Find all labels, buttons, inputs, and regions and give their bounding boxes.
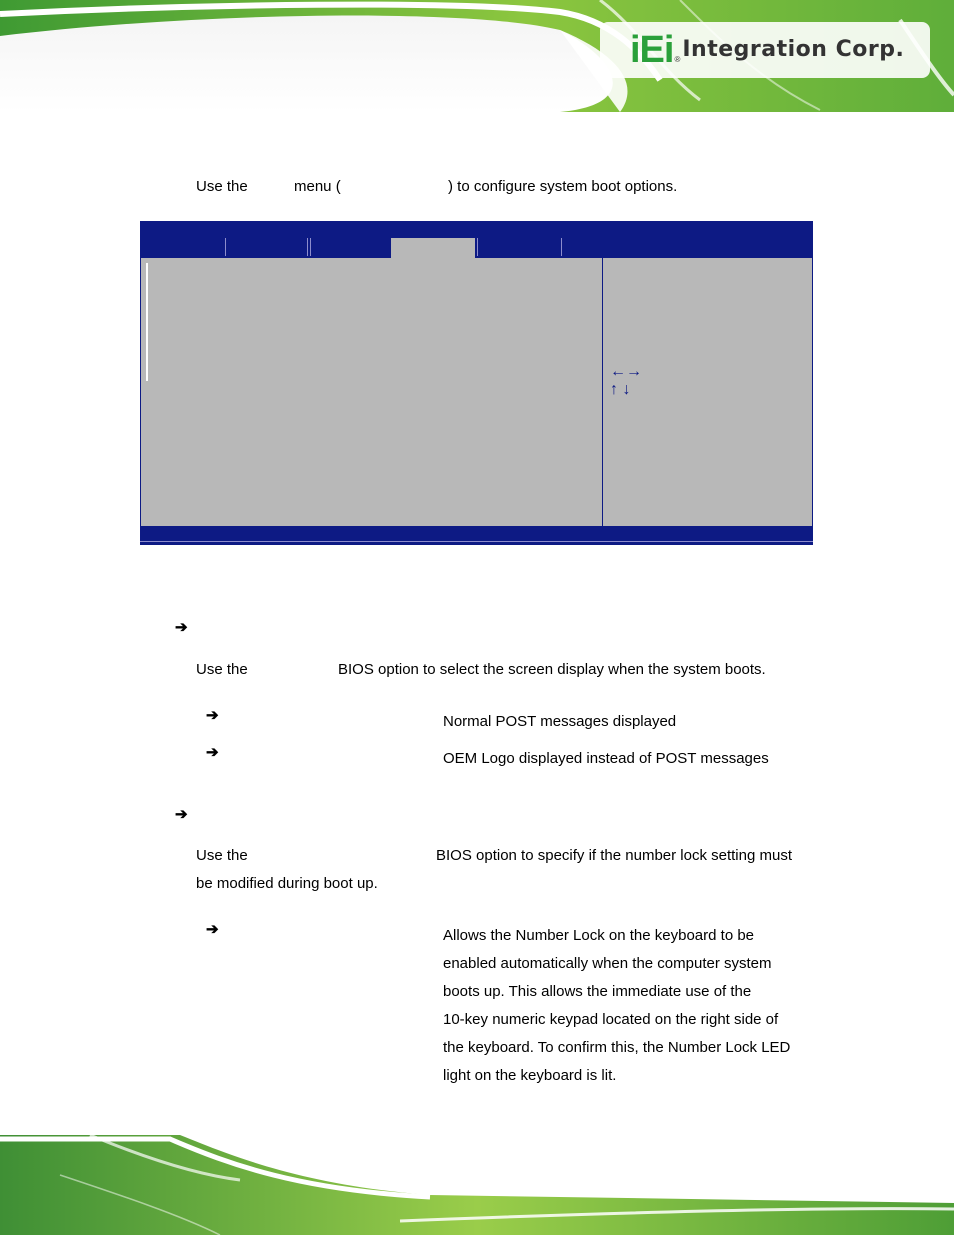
section2-option-description [443,922,805,1090]
description-line: 10-key numeric keypad located on the right side of [443,1011,779,1028]
intro-menu-open: menu ( [294,178,341,195]
section1-use-the: Use the [196,661,248,678]
section1-option1-arrow-icon: ➔ [206,707,219,724]
description-line: enabled automatically when the computer system [443,955,772,972]
up-down-arrow-icon: ↑ ↓ [610,381,631,398]
section2-option-arrow-icon: ➔ [206,921,219,938]
left-right-arrow-icon: ←→ [610,363,642,380]
logo-mark: iEi [630,29,674,71]
section2-use-the: Use the [196,847,248,864]
description-line: the keyboard. To confirm this, the Number Lock LED [443,1039,791,1056]
bios-help-divider [602,258,603,526]
bios-tab-boot[interactable] [391,238,475,258]
section1-option2-description: OEM Logo displayed instead of POST messages [443,750,769,767]
section1-body: BIOS option to select the screen display when the system boots. [338,661,766,678]
section2-body-line2: be modified during boot up. [196,875,378,892]
bios-status-bar [140,526,813,545]
description-line: Allows the Number Lock on the keyboard to be [443,927,755,944]
bios-screen [140,221,813,545]
footer-decoration [0,1135,954,1235]
section2-arrow-icon: ➔ [175,806,188,823]
logo-text: Integration Corp. [682,37,905,62]
section2-body-line1: BIOS option to specify if the number lock setting must [436,847,793,864]
description-line: boots up. This allows the immediate use of the [443,983,752,1000]
bios-scrollbar [146,263,148,381]
section1-option2-arrow-icon: ➔ [206,744,219,761]
section1-arrow-icon: ➔ [175,619,188,636]
logo-registered: ® [674,54,681,64]
section1-option1-description: Normal POST messages displayed [443,713,677,730]
intro-menu-close: ) to configure system boot options. [448,178,678,195]
description-line: light on the keyboard is lit. [443,1067,617,1084]
company-logo [630,28,904,72]
intro-use-the: Use the [196,178,248,195]
